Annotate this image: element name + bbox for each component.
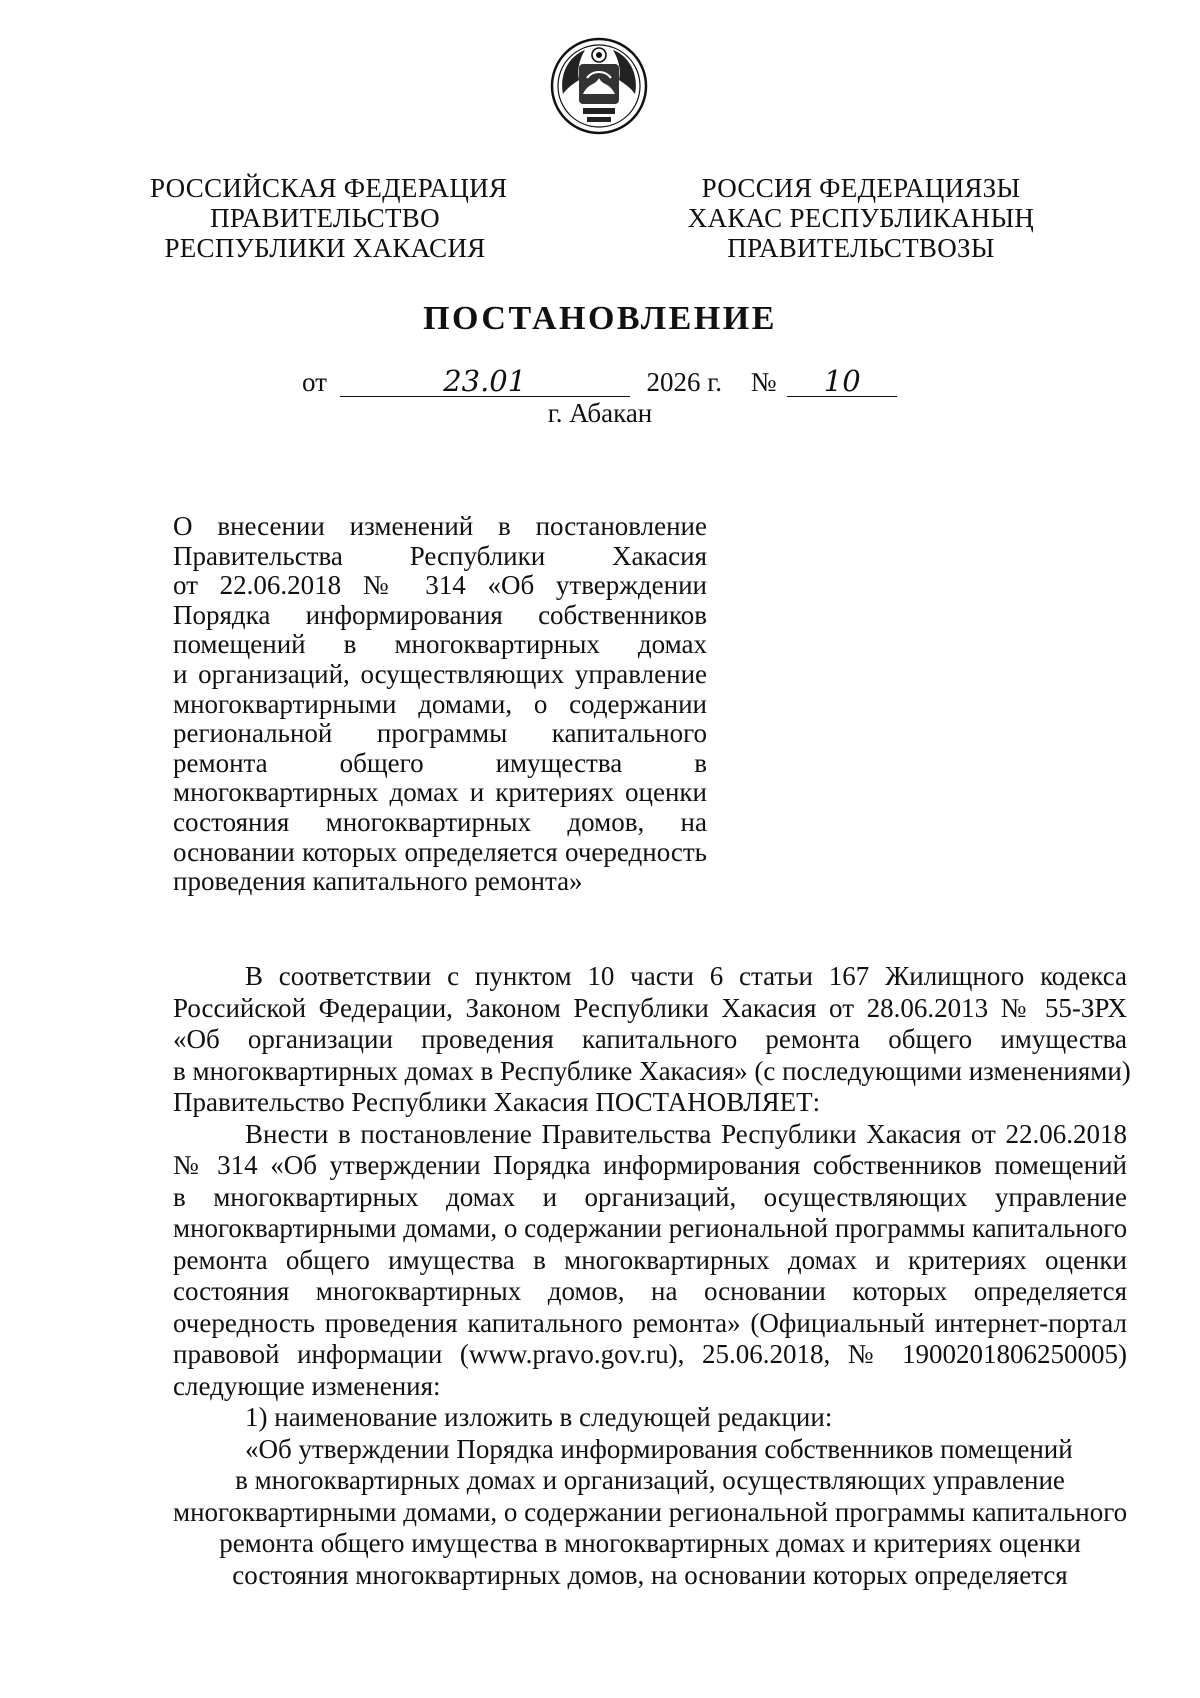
number-label: № xyxy=(750,367,777,397)
body-line: № 314 «Об утверждении Порядка информирования собственников помещений xyxy=(173,1150,1127,1180)
city-line: г. Абакан xyxy=(547,398,653,428)
handwritten-number: 10 xyxy=(787,366,897,397)
subject-line: от 22.06.2018 № 314 «Об утверждении xyxy=(173,570,707,601)
header-left-line: РОССИЙСКАЯ ФЕДЕРАЦИЯ xyxy=(150,173,508,203)
body-line: состояния многоквартирных домов, на основании которых определяется xyxy=(173,1276,1127,1306)
subject-line: О внесении изменений в постановление xyxy=(173,511,707,541)
body-line: состояния многоквартирных домов, на основании которых определяется xyxy=(232,1559,1068,1590)
body-line: Российской Федерации, Законом Республики Хакасия от 28.06.2013 № 55-ЗРХ xyxy=(173,992,1127,1023)
subject-line: проведения капитального ремонта» xyxy=(173,866,583,897)
body-line: следующие изменения: xyxy=(173,1370,441,1401)
handwritten-date: 23.01 xyxy=(340,366,630,397)
body-line: 1) наименование изложить в следующей редакции: xyxy=(245,1402,833,1432)
document-subject xyxy=(173,512,707,897)
body-line: в многоквартирных домах в Республике Хакасия» (с последующими изменениями) xyxy=(173,1055,1131,1086)
body-line: Внести в постановление Правительства Республики Хакасия от 22.06.2018 xyxy=(245,1118,1127,1149)
body-line: многоквартирными домами, о содержании региональной программы капитального xyxy=(173,1496,1128,1527)
subject-line: многоквартирными домами, о содержании xyxy=(173,688,707,719)
body-line: ремонта общего имущества в многоквартирных домах и критериях оценки xyxy=(219,1528,1081,1558)
document-title: ПОСТАНОВЛЕНИЕ xyxy=(423,300,777,337)
header-left-line: РЕСПУБЛИКИ ХАКАСИЯ xyxy=(164,233,486,263)
subject-line: многоквартирных домах и критериях оценки xyxy=(173,777,707,808)
header-right-block xyxy=(686,173,1036,263)
body-line: в многоквартирных домах и организаций, осуществляющих управление xyxy=(235,1465,1065,1495)
body-line: в многоквартирных домах и организаций, осуществляющих управление xyxy=(173,1181,1127,1212)
subject-line: основании которых определяется очередность xyxy=(173,836,707,867)
header-right-line: ПРАВИТЕЛЬСТВОЗЫ xyxy=(727,233,995,263)
body-line: очередность проведения капитального ремонта» (Официальный интернет-портал xyxy=(173,1307,1127,1338)
subject-line: Порядка информирования собственников xyxy=(173,599,707,630)
header-left-block xyxy=(150,173,508,263)
subject-line: помещений в многоквартирных домах xyxy=(173,629,707,660)
subject-line: состояния многоквартирных домов, на xyxy=(173,806,707,837)
body-line: многоквартирными домами, о содержании региональной программы капитального xyxy=(173,1213,1128,1243)
subject-line: и организаций, осуществляющих управление xyxy=(173,658,707,689)
subject-line: Правительства Республики Хакасия xyxy=(173,540,707,571)
body-line: «Об утверждении Порядка информирования собственников помещений xyxy=(245,1433,1073,1464)
subject-line: ремонта общего имущества в xyxy=(173,747,707,778)
header-right-line: РОССИЯ ФЕДЕРАЦИЯЗЫ xyxy=(701,173,1021,203)
body-line: правовой информации (www.pravo.gov.ru), 25.06.2018, № 1900201806250005) xyxy=(173,1339,1127,1369)
date-number-line xyxy=(302,366,897,398)
header-right-line: ХАКАС РЕСПУБЛИКАНЫҢ xyxy=(687,203,1035,233)
header-left-line: ПРАВИТЕЛЬСТВО xyxy=(210,203,440,233)
subject-line: региональной программы капитального xyxy=(173,718,707,749)
coat-of-arms-emblem xyxy=(549,34,649,138)
date-prefix: от xyxy=(302,367,327,397)
body-line: ремонта общего имущества в многоквартирных домах и критериях оценки xyxy=(173,1244,1127,1275)
body-line: «Об организации проведения капитального ремонта общего имущества xyxy=(173,1024,1127,1054)
document-body xyxy=(173,961,1131,1591)
body-line: В соответствии с пунктом 10 части 6 статьи 167 Жилищного кодекса xyxy=(245,961,1127,991)
year-label: 2026 г. xyxy=(646,367,722,397)
body-line: Правительство Республики Хакасия ПОСТАНОВЛЯЕТ: xyxy=(173,1087,821,1117)
